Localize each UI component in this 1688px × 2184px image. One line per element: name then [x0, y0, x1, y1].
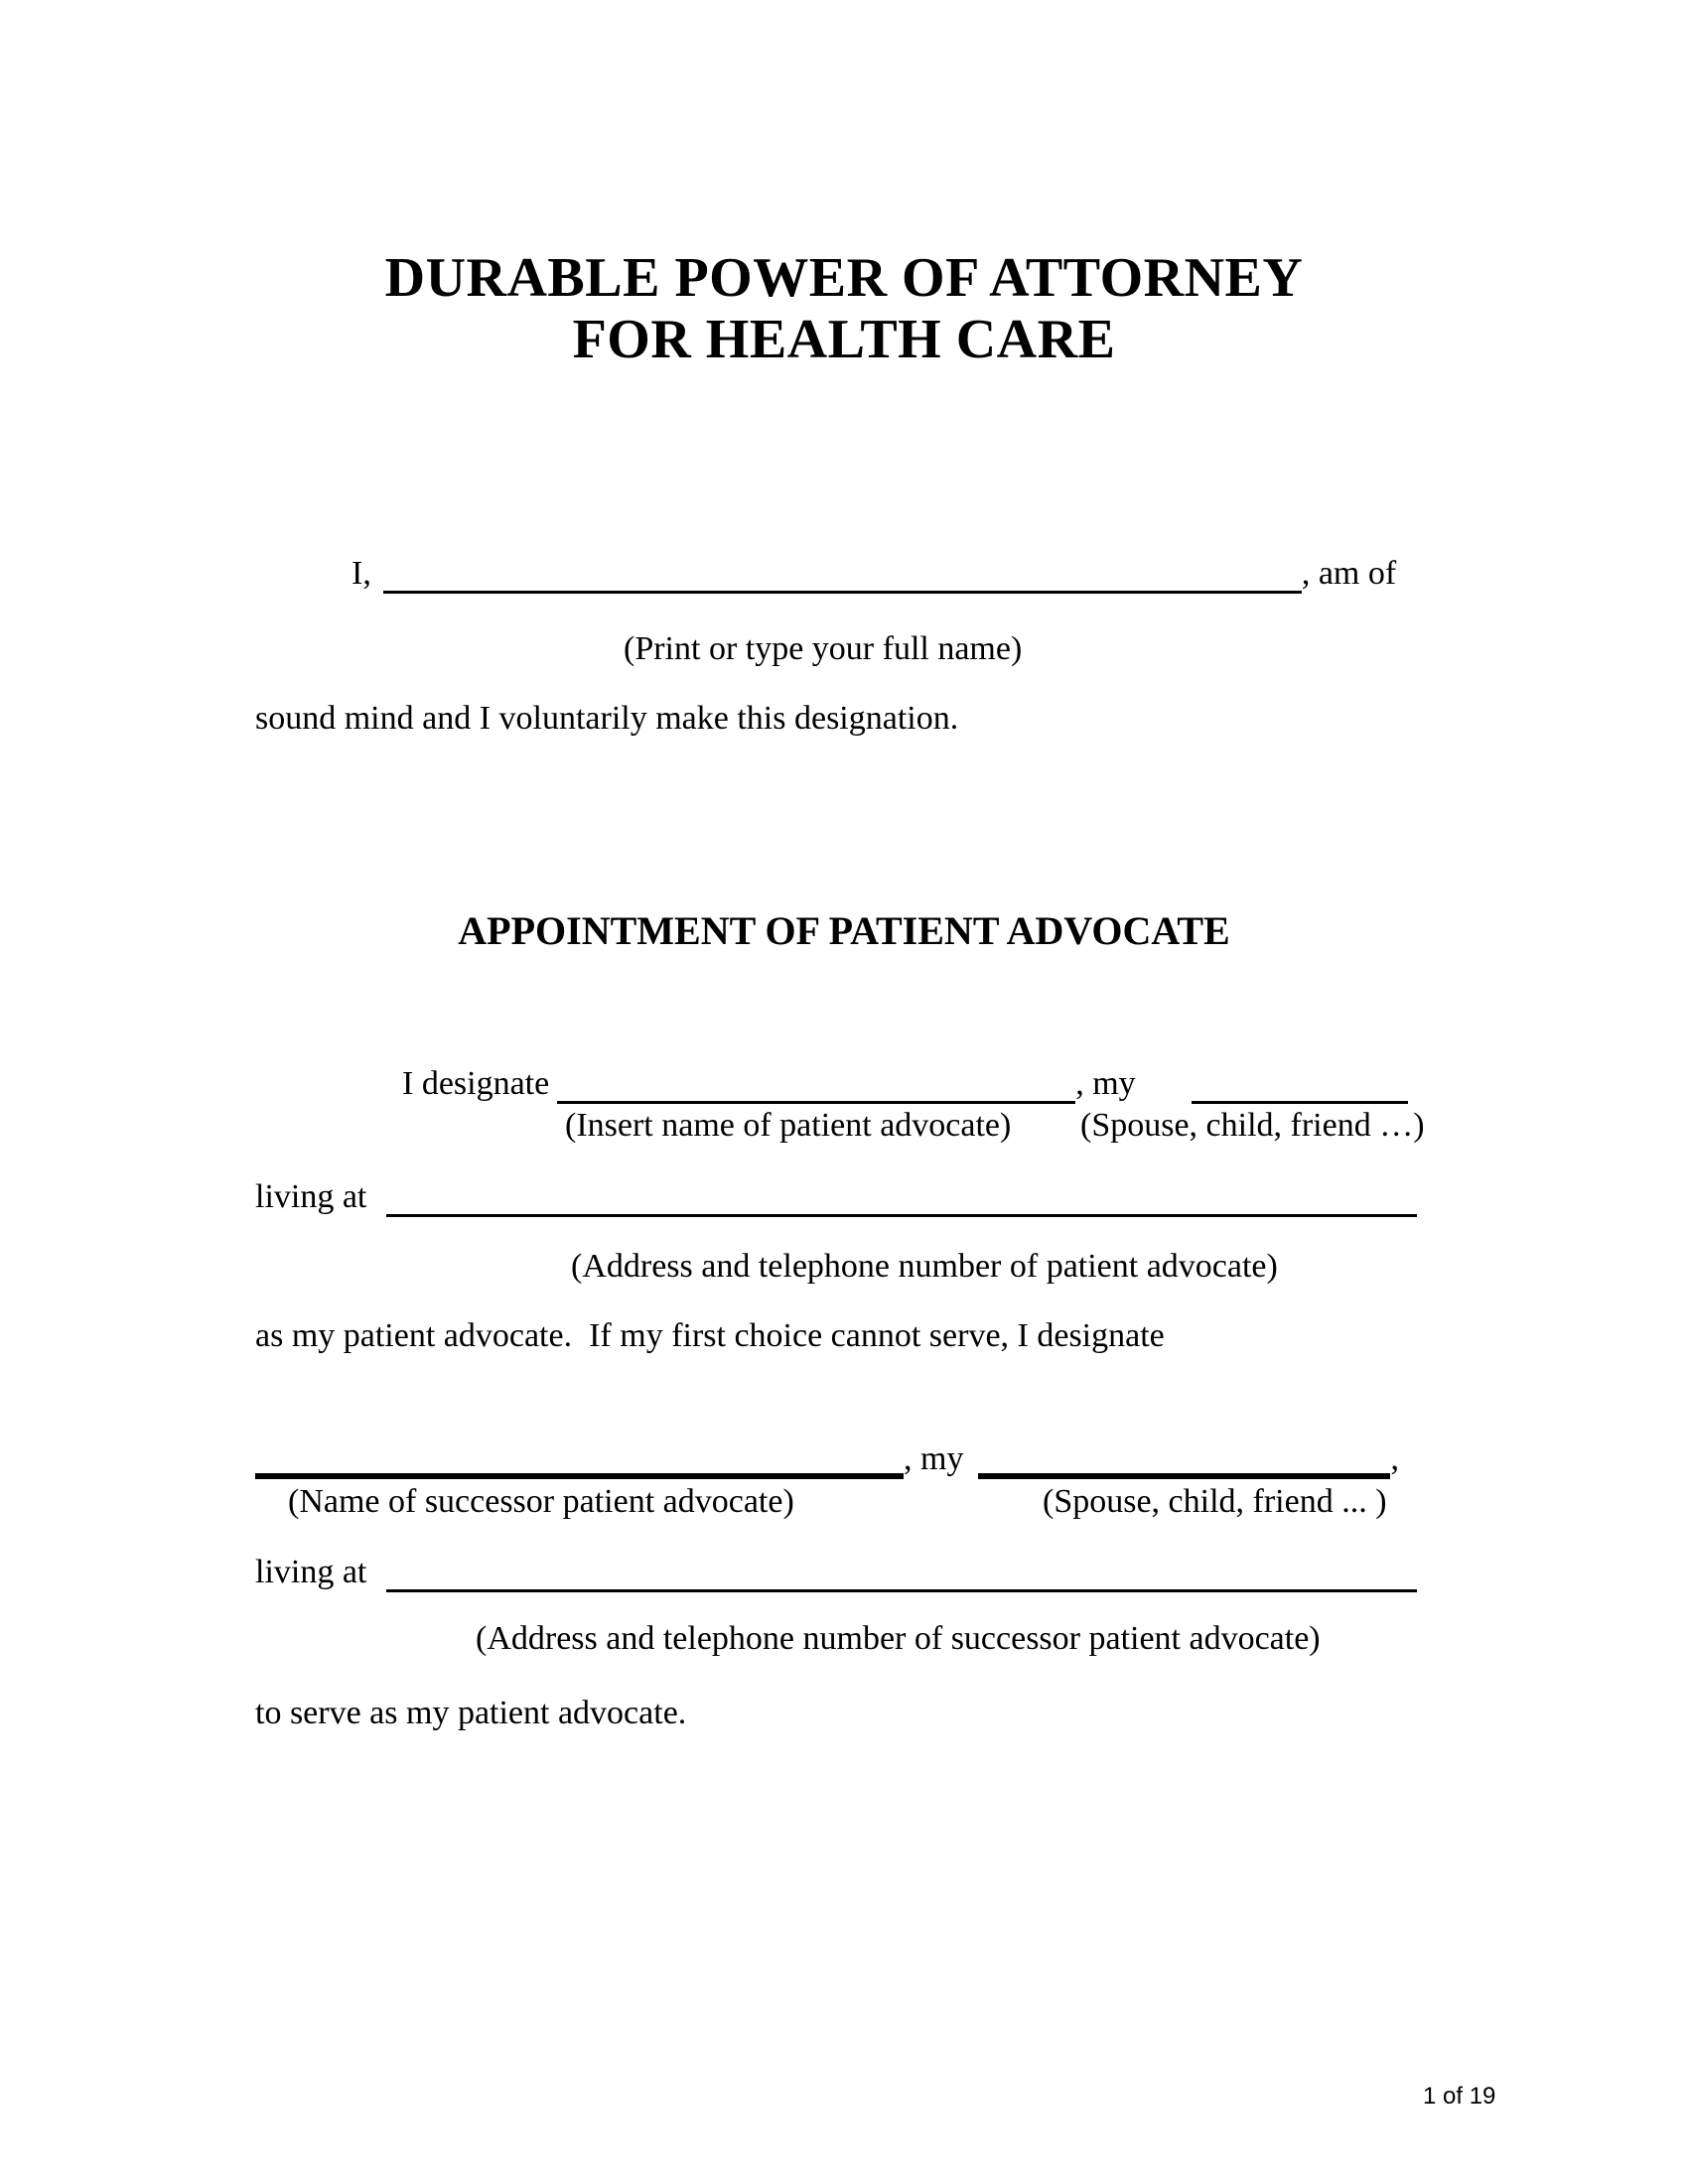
designate-line — [402, 1061, 1408, 1104]
appointment-heading: APPOINTMENT OF PATIENT ADVOCATE — [458, 908, 1230, 953]
living-at-label: living at — [255, 1178, 367, 1215]
designate-prefix: I designate — [402, 1065, 550, 1102]
closing-sentence: to serve as my patient advocate. — [255, 1695, 687, 1731]
successor-address-line — [255, 1550, 1417, 1592]
successor-line — [255, 1433, 1399, 1479]
declaration-continuation: sound mind and I voluntarily make this designation. — [255, 700, 959, 737]
advocate-name-field[interactable] — [557, 1061, 1075, 1104]
document-title — [0, 247, 1688, 370]
advocate-name-hint: (Insert name of patient advocate) — [565, 1107, 1012, 1144]
advocate-relationship-field[interactable] — [1192, 1061, 1408, 1104]
full-name-field[interactable] — [383, 551, 1302, 594]
successor-address-hint: (Address and telephone number of successor patient advocate) — [476, 1620, 1321, 1657]
title-line-2: FOR HEALTH CARE — [572, 309, 1116, 370]
successor-name-field[interactable] — [255, 1433, 904, 1479]
successor-mid: , my — [904, 1440, 964, 1477]
page-number: 1 of 19 — [1423, 2083, 1496, 2110]
declaration-suffix: , am of — [1301, 555, 1397, 592]
declaration-prefix: I, — [352, 555, 371, 592]
fallback-sentence: as my patient advocate. If my first choice cannot serve, I designate — [255, 1317, 1165, 1354]
successor-end: , — [1390, 1440, 1399, 1477]
advocate-relationship-hint: (Spouse, child, friend …) — [1080, 1107, 1425, 1144]
full-name-hint: (Print or type your full name) — [624, 630, 1023, 667]
living-at-label-2: living at — [255, 1554, 367, 1590]
declaration-line — [352, 551, 1396, 594]
advocate-address-line — [255, 1174, 1417, 1217]
successor-name-hint: (Name of successor patient advocate) — [288, 1483, 794, 1520]
advocate-address-hint: (Address and telephone number of patient advocate) — [571, 1248, 1278, 1285]
successor-relationship-hint: (Spouse, child, friend ... ) — [1043, 1483, 1387, 1520]
designate-mid: , my — [1075, 1065, 1136, 1102]
successor-address-field[interactable] — [386, 1550, 1417, 1592]
advocate-address-field[interactable] — [386, 1174, 1417, 1217]
successor-relationship-field[interactable] — [978, 1433, 1390, 1479]
title-line-1: DURABLE POWER OF ATTORNEY — [384, 247, 1304, 309]
